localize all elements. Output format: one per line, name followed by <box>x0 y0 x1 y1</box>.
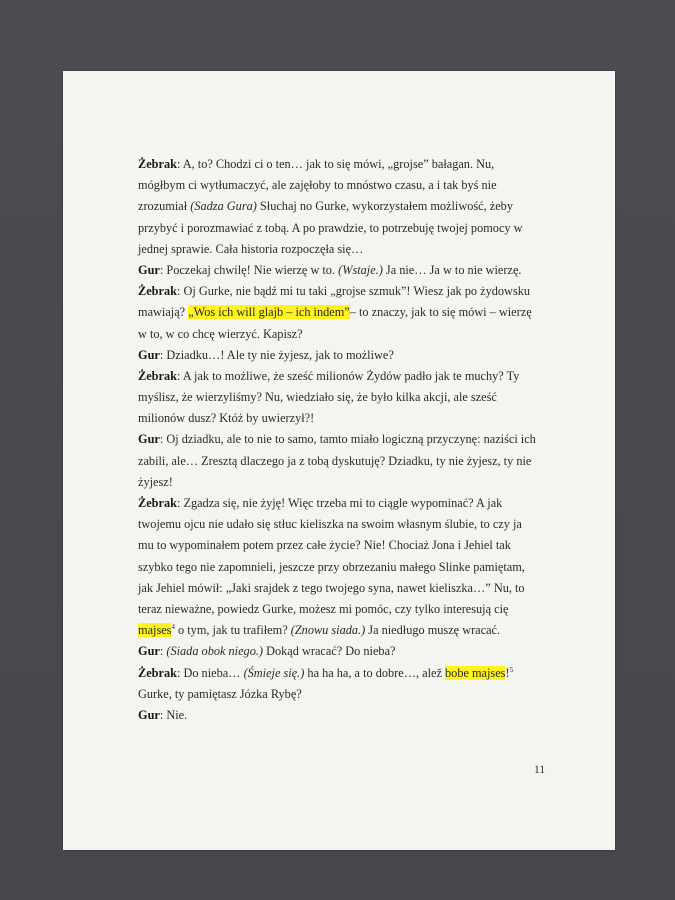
dialogue-gur-3 <box>138 429 548 493</box>
speaker-name: Gur <box>138 644 160 659</box>
dialogue-text: : <box>159 644 167 659</box>
footnote-marker: 5 <box>509 665 514 674</box>
dialogue-zebrak-5 <box>138 663 548 705</box>
dialogue-text: – to znaczy, jak to się mówi – wierzę <box>349 305 532 320</box>
dialogue-text: milionów dusz? Któż by uwierzył?! <box>138 411 315 426</box>
dialogue-text: Dokąd wracać? Do nieba? <box>263 644 396 659</box>
dialogue-text: twojemu ojcu nie udało się stłuc kieliszka na swoim własnym ślubie, to czy ja <box>138 517 522 532</box>
dialogue-text: : Oj Gurke, nie bądź mi tu taki „grojse szmuk”! Wiesz jak po żydowsku <box>176 284 531 299</box>
dialogue-text: : A, to? Chodzi ci o ten… jak to się mówi, „grojse” bałagan. Nu, <box>176 157 495 171</box>
speaker-name: Gur <box>138 707 160 722</box>
document-page <box>63 71 615 850</box>
dialogue-text: jak Jehiel mówił: „Jaki srajdek z tego twojego syna, nawet kieliszka…” Nu, to <box>138 580 525 595</box>
speaker-name: Żebrak <box>138 368 177 383</box>
speaker-name: Żebrak <box>138 665 177 680</box>
stage-direction: (Sadza Gura) <box>190 199 257 214</box>
dialogue-text: mógłbym ci wytłumaczyć, ale zajęłoby to mnóstwo czasu, a i tak byś nie <box>138 178 497 193</box>
dialogue-text: Gurke, ty pamiętasz Józka Rybę? <box>138 686 302 701</box>
dialogue-text: szybko tego nie zapomnieli, jeszcze przy obrzezaniu małego Slinke pamiętam, <box>138 559 525 574</box>
dialogue-text: myślisz, że wierzyliśmy? Nu, wiedziało się, że było kilka akcji, ale sześć <box>138 390 497 405</box>
highlighted-term-majses: majses <box>138 623 172 638</box>
highlighted-yiddish-phrase: „Wos ich will glajb – ich indem” <box>188 305 350 320</box>
dialogue-gur-5 <box>138 705 548 726</box>
dialogue-text: żyjesz! <box>138 474 173 489</box>
dialogue-text: Ja nie… Ja w to nie wierzę. <box>382 262 522 277</box>
speaker-name: Żebrak <box>138 157 177 171</box>
speaker-name: Żebrak <box>138 496 177 510</box>
dialogue-text: : Dziadku…! Ale ty nie żyjesz, jak to możliwe? <box>159 347 394 362</box>
dialogue-text: : Nie. <box>159 707 188 722</box>
dialogue-text: o tym, jak tu trafiłem? <box>174 623 291 638</box>
dialogue-text: : Oj dziadku, ale to nie to samo, tamto miało logiczną przyczynę: naziści ich <box>159 432 536 447</box>
dialogue-text: ha ha ha, a to dobre…, alež <box>304 665 446 680</box>
footnote-marker: 4 <box>171 623 175 632</box>
dialogue-zebrak-4 <box>138 493 548 641</box>
speaker-name: Żebrak <box>138 284 177 299</box>
dialogue-text: w to, w co chcę wierzyć. Kapisz? <box>138 326 303 341</box>
stage-direction: (Wstaje.) <box>338 262 383 277</box>
dialogue-text: Ja niedługo muszę wracać. <box>365 623 501 638</box>
dialogue-text: teraz nieważne, powiedz Gurke, możesz mi pomóc, czy tylko interesują cię <box>138 601 509 616</box>
dialogue-gur-4 <box>138 641 548 662</box>
dialogue-zebrak-1 <box>138 154 548 260</box>
dialogue-text: jednej sprawie. Cała historia rozpoczęła się… <box>138 241 364 256</box>
dialogue-gur-1 <box>138 260 548 281</box>
dialogue-text: : Zgadza się, nie żyję! Więc trzeba mi to ciągle wypominać? A jak <box>176 496 503 510</box>
dialogue-text: mawiają? <box>138 305 189 320</box>
dialogue-text: przybyć i porozmawiać z tobą. A po prawdzie, to potrzebuję twojej pomocy w <box>138 220 523 235</box>
stage-direction: (Znowu siada.) <box>290 623 366 638</box>
dialogue-text: Słuchaj no Gurke, wykorzystałem możliwość, żeby <box>256 199 513 214</box>
dialogue-text: zabili, ale… Zresztą dlaczego ja z tobą dyskutuję? Dziadku, ty nie żyjesz, ty nie <box>138 453 532 468</box>
speaker-name: Gur <box>138 262 160 277</box>
speaker-name: Gur <box>138 347 160 362</box>
dialogue-text: ! <box>505 665 510 680</box>
dialogue-zebrak-3 <box>138 366 548 430</box>
dialogue-text: : A jak to możliwe, że sześć milionów Żydów padło jak te muchy? Ty <box>176 368 520 383</box>
speaker-name: Gur <box>138 432 160 447</box>
dialogue-text: mu to wypominałem potem przez całe życie? Nie! Chociaż Jona i Jehiel tak <box>138 538 511 553</box>
dialogue-text: zrozumiał <box>138 199 191 214</box>
page-number: 11 <box>534 764 546 776</box>
dialogue-zebrak-2 <box>138 281 548 345</box>
stage-direction: (Siada obok niego.) <box>166 644 264 659</box>
stage-direction: (Śmieje się.) <box>243 665 305 680</box>
highlighted-term-bobe-majses: bobe majses <box>445 665 506 680</box>
drama-text <box>138 154 548 726</box>
dialogue-text: : Do nieba… <box>176 665 244 680</box>
dialogue-gur-2 <box>138 345 548 366</box>
dialogue-text: : Poczekaj chwilę! Nie wierzę w to. <box>159 262 339 277</box>
